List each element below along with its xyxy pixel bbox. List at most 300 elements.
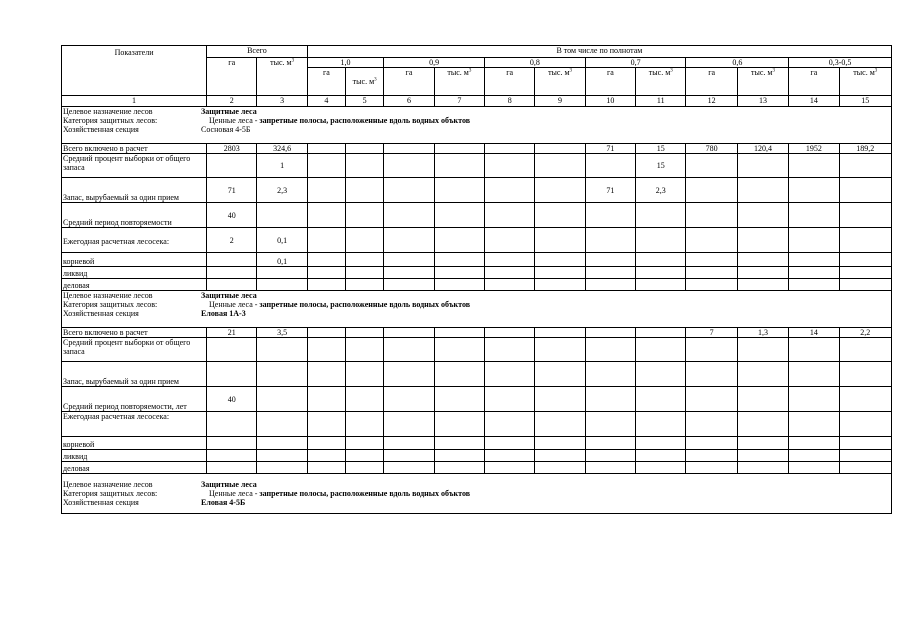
table-cell (839, 267, 891, 279)
table-cell (384, 203, 434, 228)
table-cell (789, 412, 839, 437)
ha-header: га (485, 68, 535, 96)
section-info (62, 474, 892, 514)
table-cell (434, 279, 484, 291)
table-cell (535, 279, 585, 291)
column-numbers-row (62, 96, 892, 107)
table-cell (789, 450, 839, 462)
table-cell (257, 338, 307, 362)
table-cell (686, 462, 737, 474)
table-cell (839, 387, 891, 412)
table-row (62, 437, 892, 450)
density-header: 0,8 (485, 58, 586, 68)
table-cell (384, 267, 434, 279)
section-info-row (62, 474, 892, 514)
table-cell: 14 (789, 328, 839, 338)
table-cell (485, 338, 535, 362)
density-header: 0,7 (585, 58, 686, 68)
table-cell (485, 228, 535, 253)
table-cell (535, 328, 585, 338)
table-cell (346, 412, 384, 437)
section-info (62, 291, 892, 328)
table-cell (307, 387, 345, 412)
column-number: 10 (585, 96, 635, 107)
table-cell (434, 338, 484, 362)
table-cell (636, 412, 686, 437)
table-cell: 189,2 (839, 144, 891, 154)
table-cell (384, 279, 434, 291)
table-cell (535, 462, 585, 474)
table-cell (346, 462, 384, 474)
table-cell (737, 412, 788, 437)
table-cell: 71 (585, 144, 635, 154)
m3-header: тыс. $м^3$ (346, 68, 384, 96)
table-cell (384, 387, 434, 412)
table-cell (434, 253, 484, 267)
m3-header: тыс. $м^3$ (839, 68, 891, 96)
table-cell (535, 267, 585, 279)
row-label: Средний период повторяемости (62, 203, 207, 228)
table-cell (207, 338, 257, 362)
column-number: 4 (307, 96, 345, 107)
table-cell (384, 154, 434, 178)
table-row (62, 462, 892, 474)
table-cell: 2,3 (636, 178, 686, 203)
table-cell (257, 437, 307, 450)
row-label: корневой (62, 253, 207, 267)
density-header: 0,9 (384, 58, 485, 68)
table-cell (384, 228, 434, 253)
table-cell (257, 387, 307, 412)
table-cell (384, 178, 434, 203)
table-cell: 120,4 (737, 144, 788, 154)
table-cell (346, 450, 384, 462)
table-cell (686, 178, 737, 203)
indicators-header: Показатели (62, 46, 207, 96)
table-cell (346, 387, 384, 412)
ha-header: га (585, 68, 635, 96)
column-number: 1 (62, 96, 207, 107)
table-cell (636, 328, 686, 338)
table-cell (207, 462, 257, 474)
table-cell (789, 267, 839, 279)
purpose-value: Защитные леса (201, 107, 257, 116)
table-cell (789, 387, 839, 412)
table-cell: 324,6 (257, 144, 307, 154)
table-cell (839, 437, 891, 450)
table-row (62, 144, 892, 154)
column-number: 7 (434, 96, 484, 107)
table-cell (207, 412, 257, 437)
table-row (62, 362, 892, 387)
density-header: 0,3-0,5 (789, 58, 892, 68)
section-value: Сосновая 4-5Б (201, 125, 251, 134)
table-row (62, 178, 892, 203)
table-cell (434, 328, 484, 338)
table-cell (839, 228, 891, 253)
table-cell (384, 328, 434, 338)
table-cell (535, 154, 585, 178)
table-cell: 1 (257, 154, 307, 178)
m3-header: тыс. $м^3$ (636, 68, 686, 96)
table-cell: 1,3 (737, 328, 788, 338)
purpose-label: Целевое назначение лесов (63, 291, 153, 300)
row-label: корневой (62, 437, 207, 450)
table-cell (636, 267, 686, 279)
ha-header: га (686, 68, 737, 96)
table-row (62, 387, 892, 412)
table-row (62, 338, 892, 362)
table-row (62, 450, 892, 462)
table-cell (686, 228, 737, 253)
table-cell (307, 462, 345, 474)
table-cell: 2,3 (257, 178, 307, 203)
table-row (62, 253, 892, 267)
table-cell (434, 203, 484, 228)
table-cell: 780 (686, 144, 737, 154)
table-cell: 1952 (789, 144, 839, 154)
row-label: Ежегодная расчетная лесосека: (62, 412, 207, 437)
table-cell (485, 387, 535, 412)
table-cell (434, 462, 484, 474)
column-number: 6 (384, 96, 434, 107)
table-cell (737, 228, 788, 253)
purpose-value: Защитные леса (201, 480, 257, 489)
table-cell: 2803 (207, 144, 257, 154)
table-cell (737, 253, 788, 267)
section-label: Хозяйственная секция (63, 309, 139, 318)
table-cell (257, 412, 307, 437)
table-cell (207, 362, 257, 387)
table-cell (585, 203, 635, 228)
table-cell (535, 338, 585, 362)
table-cell (434, 437, 484, 450)
table-cell (737, 338, 788, 362)
row-label: Запас, вырубаемый за один прием (62, 178, 207, 203)
table-cell (485, 144, 535, 154)
table-cell (535, 144, 585, 154)
table-cell (346, 178, 384, 203)
table-cell (839, 253, 891, 267)
table-cell (636, 437, 686, 450)
table-row (62, 267, 892, 279)
table-cell (307, 450, 345, 462)
table-cell (839, 462, 891, 474)
table-cell (585, 228, 635, 253)
table-cell (686, 203, 737, 228)
table-cell (585, 462, 635, 474)
category-label: Категория защитных лесов: (63, 116, 158, 125)
table-cell (207, 279, 257, 291)
table-cell: 40 (207, 387, 257, 412)
table-cell (257, 279, 307, 291)
category-value: Ценные леса - запретные полосы, расположенные вдоль водных объктов (209, 489, 471, 498)
table-cell (485, 154, 535, 178)
table-cell (207, 154, 257, 178)
table-cell (686, 412, 737, 437)
table-cell (307, 328, 345, 338)
table-cell (585, 154, 635, 178)
table-cell (485, 362, 535, 387)
table-cell: 71 (585, 178, 635, 203)
table-row (62, 412, 892, 437)
table-cell (384, 462, 434, 474)
table-cell (346, 279, 384, 291)
purpose-label: Целевое назначение лесов (63, 107, 153, 116)
table-cell (207, 253, 257, 267)
purpose-label: Целевое назначение лесов (63, 480, 153, 489)
table-cell: 40 (207, 203, 257, 228)
table-row (62, 228, 892, 253)
table-cell (257, 450, 307, 462)
table-cell (346, 328, 384, 338)
table-cell (686, 450, 737, 462)
section-info-row (62, 291, 892, 328)
table-cell (789, 279, 839, 291)
table-cell (636, 387, 686, 412)
header-row (62, 46, 892, 58)
table-row (62, 154, 892, 178)
section-info-row (62, 107, 892, 144)
table-cell (307, 338, 345, 362)
category-value: Ценные леса - запретные полосы, расположенные вдоль водных объктов (209, 116, 471, 125)
table-cell: 15 (636, 154, 686, 178)
table-cell (737, 154, 788, 178)
table-cell (207, 437, 257, 450)
table-cell (636, 462, 686, 474)
table-cell (636, 450, 686, 462)
column-number: 3 (257, 96, 307, 107)
table-cell (636, 203, 686, 228)
table-cell (839, 412, 891, 437)
table-cell (384, 412, 434, 437)
table-cell (307, 228, 345, 253)
column-number: 14 (789, 96, 839, 107)
table-cell (789, 178, 839, 203)
table-cell (307, 267, 345, 279)
table-cell (307, 279, 345, 291)
table-cell: 0,1 (257, 228, 307, 253)
table-cell (585, 328, 635, 338)
total-m3-header: тыс. $м^3$ (257, 58, 307, 96)
table-cell (485, 437, 535, 450)
allowable-cut-table (61, 45, 892, 514)
table-cell (737, 267, 788, 279)
table-cell (257, 362, 307, 387)
table-cell (257, 267, 307, 279)
section-info (62, 107, 892, 144)
table-cell (434, 450, 484, 462)
row-label: Средний процент выборки от общего запаса (62, 154, 207, 178)
table-cell (384, 338, 434, 362)
table-cell (636, 362, 686, 387)
table-cell (207, 450, 257, 462)
row-label: ликвид (62, 267, 207, 279)
table-cell (346, 228, 384, 253)
row-label: ликвид (62, 450, 207, 462)
table-cell (737, 362, 788, 387)
table-cell: 3,5 (257, 328, 307, 338)
table-cell (839, 154, 891, 178)
table-cell (434, 154, 484, 178)
table-cell (737, 203, 788, 228)
table-cell (789, 203, 839, 228)
row-label: Всего включено в расчет (62, 144, 207, 154)
ha-header: га (789, 68, 839, 96)
table-cell (585, 338, 635, 362)
table-cell (839, 450, 891, 462)
table-cell (307, 253, 345, 267)
table-cell (384, 253, 434, 267)
table-cell (346, 362, 384, 387)
table-row (62, 279, 892, 291)
row-label: Средний процент выборки от общего запаса (62, 338, 207, 362)
table-cell (789, 362, 839, 387)
table-cell (535, 253, 585, 267)
table-cell (535, 450, 585, 462)
table-cell (535, 412, 585, 437)
table-cell (585, 450, 635, 462)
table-cell (585, 253, 635, 267)
table-cell (789, 228, 839, 253)
table-cell (434, 228, 484, 253)
table-cell (737, 387, 788, 412)
table-cell (485, 267, 535, 279)
table-cell (535, 362, 585, 387)
table-cell (585, 412, 635, 437)
table-cell: 15 (636, 144, 686, 154)
table-cell (585, 279, 635, 291)
table-cell: 21 (207, 328, 257, 338)
table-cell (434, 267, 484, 279)
table-cell (789, 253, 839, 267)
density-header: 1,0 (307, 58, 384, 68)
column-number: 13 (737, 96, 788, 107)
column-number: 9 (535, 96, 585, 107)
table-cell: 71 (207, 178, 257, 203)
table-cell (535, 228, 585, 253)
table-cell (307, 437, 345, 450)
table-cell (686, 362, 737, 387)
table-cell (485, 328, 535, 338)
table-cell (485, 450, 535, 462)
table-cell (434, 144, 484, 154)
table-cell (839, 362, 891, 387)
ha-header: га (384, 68, 434, 96)
table-cell: 2 (207, 228, 257, 253)
ha-header: га (307, 68, 345, 96)
table-cell (737, 450, 788, 462)
category-label: Категория защитных лесов: (63, 489, 158, 498)
table-cell (737, 279, 788, 291)
table-cell (737, 437, 788, 450)
column-number: 5 (346, 96, 384, 107)
table-cell (207, 267, 257, 279)
table-cell (686, 387, 737, 412)
m3-header: тыс. $м^3$ (737, 68, 788, 96)
m3-header: тыс. $м^3$ (434, 68, 484, 96)
table-cell: 2,2 (839, 328, 891, 338)
row-label: деловая (62, 462, 207, 474)
table-cell (686, 437, 737, 450)
table-cell (686, 338, 737, 362)
column-number: 15 (839, 96, 891, 107)
table-cell (686, 154, 737, 178)
table-cell (257, 203, 307, 228)
table-cell (789, 154, 839, 178)
column-number: 11 (636, 96, 686, 107)
purpose-value: Защитные леса (201, 291, 257, 300)
table-row (62, 203, 892, 228)
table-cell (384, 437, 434, 450)
table-cell (346, 253, 384, 267)
table-cell: 0,1 (257, 253, 307, 267)
table-cell (307, 203, 345, 228)
table-cell (434, 178, 484, 203)
table-cell (839, 338, 891, 362)
row-label: Всего включено в расчет (62, 328, 207, 338)
category-value: Ценные леса - запретные полосы, расположенные вдоль водных объктов (209, 300, 471, 309)
table-cell (384, 362, 434, 387)
table-cell (839, 178, 891, 203)
table-cell (636, 279, 686, 291)
table-cell (535, 178, 585, 203)
density-header: 0,6 (686, 58, 789, 68)
table-cell (307, 412, 345, 437)
row-label: Средний период повторяемости, лет (62, 387, 207, 412)
section-label: Хозяйственная секция (63, 125, 139, 134)
table-cell (434, 412, 484, 437)
table-cell (535, 203, 585, 228)
table-cell (485, 412, 535, 437)
row-label: деловая (62, 279, 207, 291)
m3-header: тыс. $м^3$ (535, 68, 585, 96)
column-number: 2 (207, 96, 257, 107)
table-cell (585, 362, 635, 387)
table-cell (485, 253, 535, 267)
table-cell (346, 144, 384, 154)
table-cell (535, 387, 585, 412)
table-cell (257, 462, 307, 474)
table-cell (737, 462, 788, 474)
including-header: В том числе по полнотам (307, 46, 891, 58)
table-cell (686, 279, 737, 291)
table-cell: 7 (686, 328, 737, 338)
table-cell (535, 437, 585, 450)
table-cell (485, 279, 535, 291)
table-cell (346, 437, 384, 450)
table-row (62, 328, 892, 338)
table-cell (636, 253, 686, 267)
row-label: Запас, вырубаемый за один прием (62, 362, 207, 387)
table-cell (307, 144, 345, 154)
table-cell (585, 267, 635, 279)
table-cell (346, 154, 384, 178)
table-cell (789, 437, 839, 450)
table-cell (434, 387, 484, 412)
table-cell (307, 178, 345, 203)
table-cell (307, 154, 345, 178)
table-cell (346, 203, 384, 228)
table-cell (485, 178, 535, 203)
table-cell (585, 437, 635, 450)
table-cell (789, 338, 839, 362)
table-cell (686, 267, 737, 279)
table-cell (789, 462, 839, 474)
table-cell (384, 144, 434, 154)
table-cell (839, 279, 891, 291)
table-cell (434, 362, 484, 387)
